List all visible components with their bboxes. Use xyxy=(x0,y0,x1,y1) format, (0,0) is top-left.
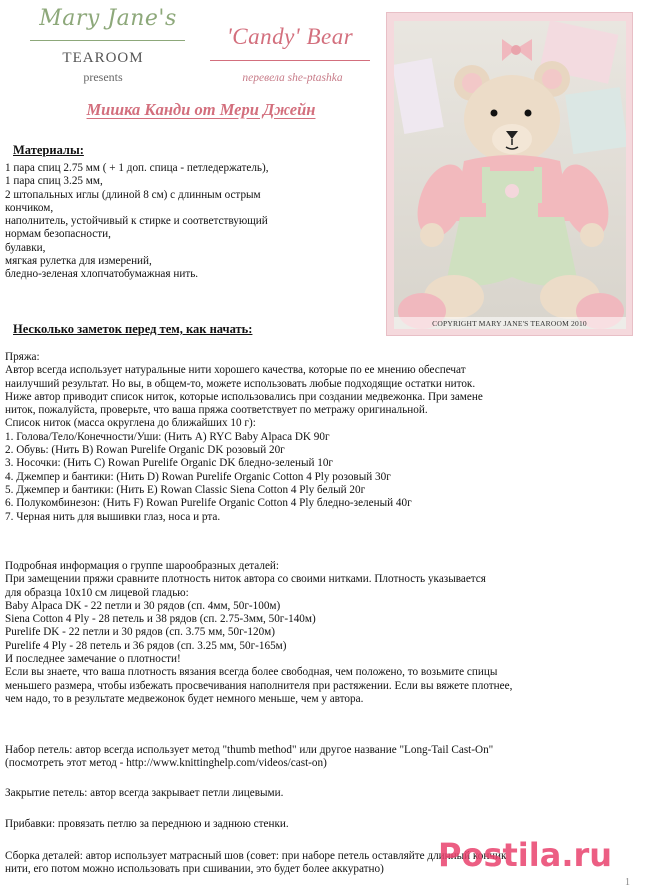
cast-off-section: Закрытие петель: автор всегда закрывает петли лицевыми. xyxy=(5,787,284,799)
page-title: Мишка Канди от Мери Джейн xyxy=(86,100,316,119)
gauge-section: Подробная информация о группе шарообразных деталей: При замещении пряжи сравните плотность ниток автора со своими нитками. Плотность указывается для образца 10х10 см лицевой гладью: Baby Alpaca DK - 22 петли и 30 рядов (сп. 4мм, 50г-100м) Siena Cotton 4 Ply - 28 петель и 38 рядов (сп. 2.75-3мм, 50г-140м) Purelife DK - 22 петли и 30 рядов (сп. 3.75 мм, 50г-120м) Purelife 4 Ply - 28 петель и 36 рядов (сп. 3.25 мм, 50г-165м) И последнее замечание о плотности! Если вы знаете, что ваша плотность вязания всегда более свободная, чем положено, то возьмите спицы меньшего размера, чтобы избежать просвечивания наполнителя при растяжении. Если вы вяжете плотнее, чем надо, то в результате медвежонок будет немного меньше, чем у автора. xyxy=(5,560,513,705)
postila-watermark xyxy=(436,830,636,880)
assembly-section: Сборка деталей: автор использует матрасный шов (совет: при наборе петель оставляйте длинный кончик нити, его потом можно использовать при сшивании, это будет более аккуратно) xyxy=(5,850,507,876)
photo-copyright: COPYRIGHT MARY JANE'S TEAROOM 2010 xyxy=(432,319,587,328)
materials-list: 1 пара спиц 2.75 мм ( + 1 доп. спица - петледержатель), 1 пара спиц 3.25 мм, 2 штопальных иглы (длиной 8 см) с длинным острым кончиком, наполнитель, устойчивый к стирке и соответствующий нормам безопасности, булавки, мягкая рулетка для измерений, бледно-зеленая хлопчатобумажная нить. xyxy=(5,162,269,281)
materials-heading: Материалы: xyxy=(13,143,84,157)
brand-presents: presents xyxy=(83,70,123,84)
bear-photo xyxy=(386,12,633,336)
increase-section: Прибавки: провязать петлю за переднюю и заднюю стенки. xyxy=(5,818,289,830)
pattern-title-divider xyxy=(210,60,370,61)
translator-credit: перевела she-ptashka xyxy=(242,72,343,84)
brand-name: Mary Jane's xyxy=(39,6,177,31)
brand-tearoom: TEAROOM xyxy=(62,50,144,66)
notes-heading: Несколько заметок перед тем, как начать: xyxy=(13,322,253,336)
watermark-text: Postila.ru xyxy=(438,836,613,874)
page-number: 1 xyxy=(625,877,630,888)
brand-divider xyxy=(30,40,185,41)
pattern-title: 'Candy' Bear xyxy=(226,24,354,49)
teddy-bear-image xyxy=(394,21,626,329)
yarn-section: Пряжа: Автор всегда использует натуральные нити хорошего качества, которые по ее мнению обеспечат наилучший результат. Но вы, в общем-то, можете использовать любые подходящие остатки ниток. Ниже автор приводит список ниток, которые использовались при создании медвежонка. При замене ниток, пожалуйста, проверьте, что ваша пряжа соответствует по метражу оригинальной. Список ниток (масса округлена до ближайших 10 г): 1. Голова/Тело/Конечности/Уши: (Нить А) RYC Baby Alpaca DK 90г 2. Обувь: (Нить B) Rowan Purelife Organic DK розовый 20г 3. Носочки: (Нить C) Rowan Purelife Organic DK бледно-зеленый 10г 4. Джемпер и бантики: (Нить D) Rowan Purelife Organic Cotton 4 Ply розовый 30г 5. Джемпер и бантики: (Нить E) Rowan Classic Siena Cotton 4 Ply белый 20г 6. Полукомбинезон: (Нить F) Rowan Purelife Organic Cotton 4 Ply бледно-зеленый 40г 7. Черная нить для вышивки глаз, носа и рта. xyxy=(5,351,483,523)
cast-on-section: Набор петель: автор всегда использует метод "thumb method" или другое название "Long-Tail Cast-On" (посмотреть этот метод - http://www.knittinghelp.com/videos/cast-on) xyxy=(5,744,494,770)
